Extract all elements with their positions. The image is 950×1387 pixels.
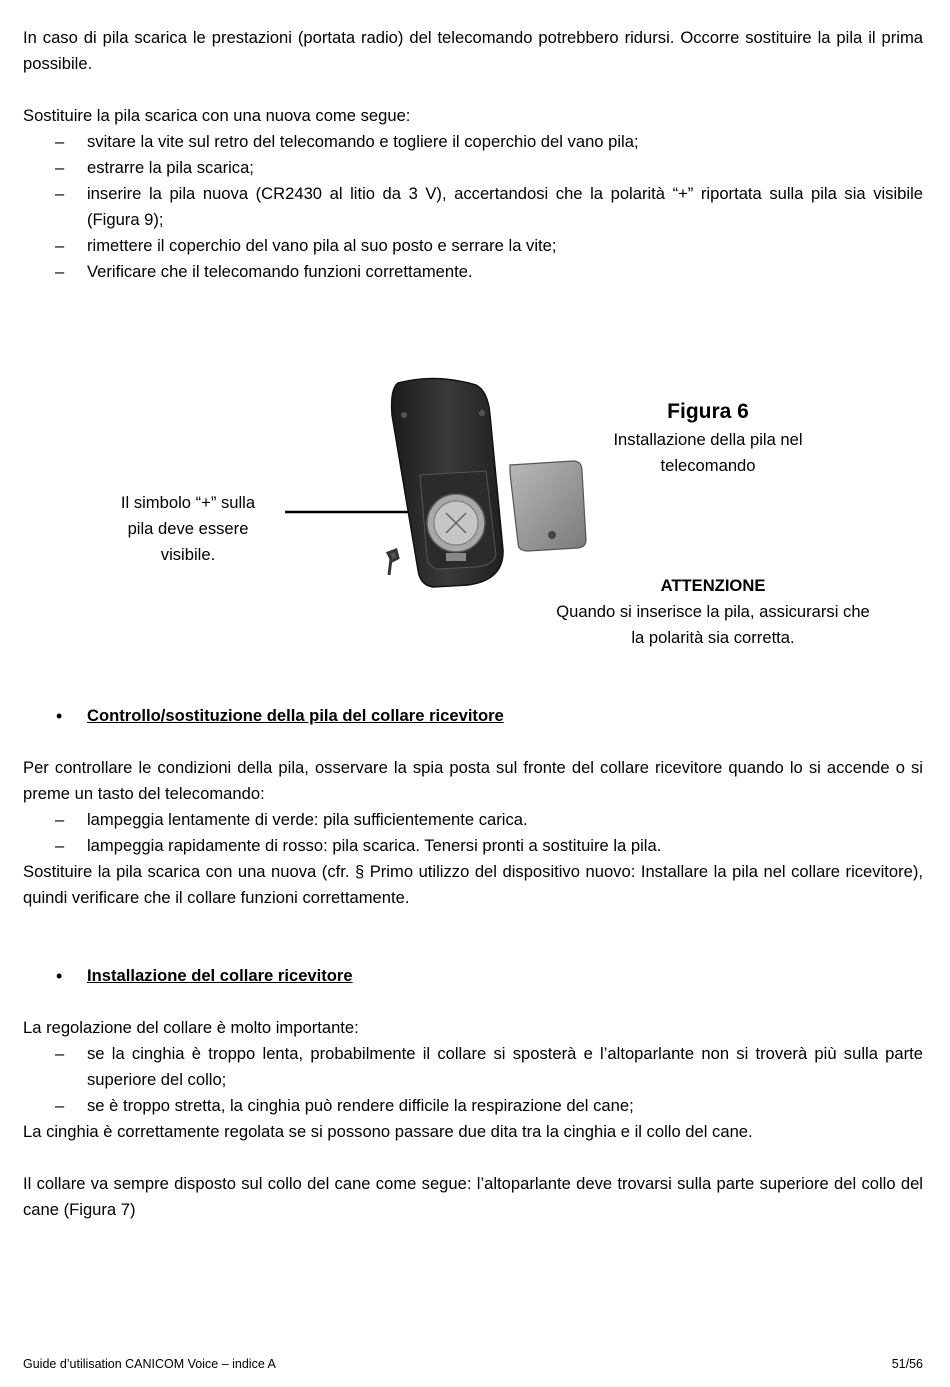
warning-title: ATTENZIONE xyxy=(660,576,766,595)
warning-box xyxy=(553,573,873,651)
collar-install-paragraph: La regolazione del collare è molto importante: xyxy=(23,1018,359,1037)
figure-caption xyxy=(588,397,828,479)
section-title: Installazione del collare ricevitore xyxy=(87,966,353,985)
bullet-icon: • xyxy=(56,966,63,986)
led-status-list xyxy=(23,807,923,859)
list-item: – rimettere il coperchio del vano pila al suo posto e serrare la vite; xyxy=(55,236,557,255)
figure-6 xyxy=(23,285,923,703)
section-title: Controllo/sostituzione della pila del collare ricevitore xyxy=(87,706,504,725)
document-page xyxy=(23,25,923,1223)
list-item: – lampeggia lentamente di verde: pila sufficientemente carica. xyxy=(55,810,528,829)
page-number: 51/56 xyxy=(891,1357,923,1371)
list-item: – inserire la pila nuova (CR2430 al litio da 3 V), accertandosi che la polarità “+” riportata sulla pila sia visibile (Figura 9); xyxy=(55,184,923,229)
collar-battery-paragraph: Per controllare le condizioni della pila, osservare la spia posta sul fronte del collare ricevitore quando lo si accende o si preme un tasto del telecomando: xyxy=(23,758,923,803)
collar-battery-replace-paragraph: Sostituire la pila scarica con una nuova (cfr. § Primo utilizzo del dispositivo nuovo: Installare la pila nel collare ricevitore), quindi verificare che il collare funzioni correttamente. xyxy=(23,862,923,907)
strap-adjust-list xyxy=(23,1041,923,1119)
figure-title: Figura 6 xyxy=(667,400,749,423)
replace-instructions-intro: Sostituire la pila scarica con una nuova come segue: xyxy=(23,106,411,125)
replace-steps-list xyxy=(23,129,923,285)
warning-text: Quando si inserisce la pila, assicurarsi che la polarità sia corretta. xyxy=(556,602,870,647)
section-heading-collar-battery xyxy=(23,703,923,729)
section-heading-collar-install xyxy=(23,963,923,989)
remote-control-illustration xyxy=(358,375,598,595)
list-item: – estrarre la pila scarica; xyxy=(55,158,254,177)
strap-fit-paragraph: La cinghia è correttamente regolata se si possono passare due dita tra la cinghia e il collo del cane. xyxy=(23,1122,753,1141)
list-item: – se la cinghia è troppo lenta, probabilmente il collare si sposterà e l’altoparlante non si troverà più sulla parte superiore del collo; xyxy=(55,1044,923,1089)
bullet-icon: • xyxy=(56,706,63,726)
figure-callout: Il simbolo “+” sulla pila deve essere visibile. xyxy=(120,493,256,564)
list-item: – svitare la vite sul retro del telecomando e togliere il coperchio del vano pila; xyxy=(55,132,639,151)
intro-paragraph: In caso di pila scarica le prestazioni (portata radio) del telecomando potrebbero ridursi. Occorre sostituire la pila il prima possibile. xyxy=(23,28,923,73)
list-item: – Verificare che il telecomando funzioni correttamente. xyxy=(55,262,473,281)
list-item: – lampeggia rapidamente di rosso: pila scarica. Tenersi pronti a sostituire la pila. xyxy=(55,836,662,855)
footer-document-title: Guide d’utilisation CANICOM Voice – indice A xyxy=(23,1357,276,1371)
list-item: – se è troppo stretta, la cinghia può rendere difficile la respirazione del cane; xyxy=(55,1096,634,1115)
collar-position-paragraph: Il collare va sempre disposto sul collo del cane come segue: l’altoparlante deve trovarsi sulla parte superiore del collo del cane (Figura 7) xyxy=(23,1174,923,1219)
figure-subtitle: Installazione della pila nel telecomando xyxy=(613,430,803,475)
